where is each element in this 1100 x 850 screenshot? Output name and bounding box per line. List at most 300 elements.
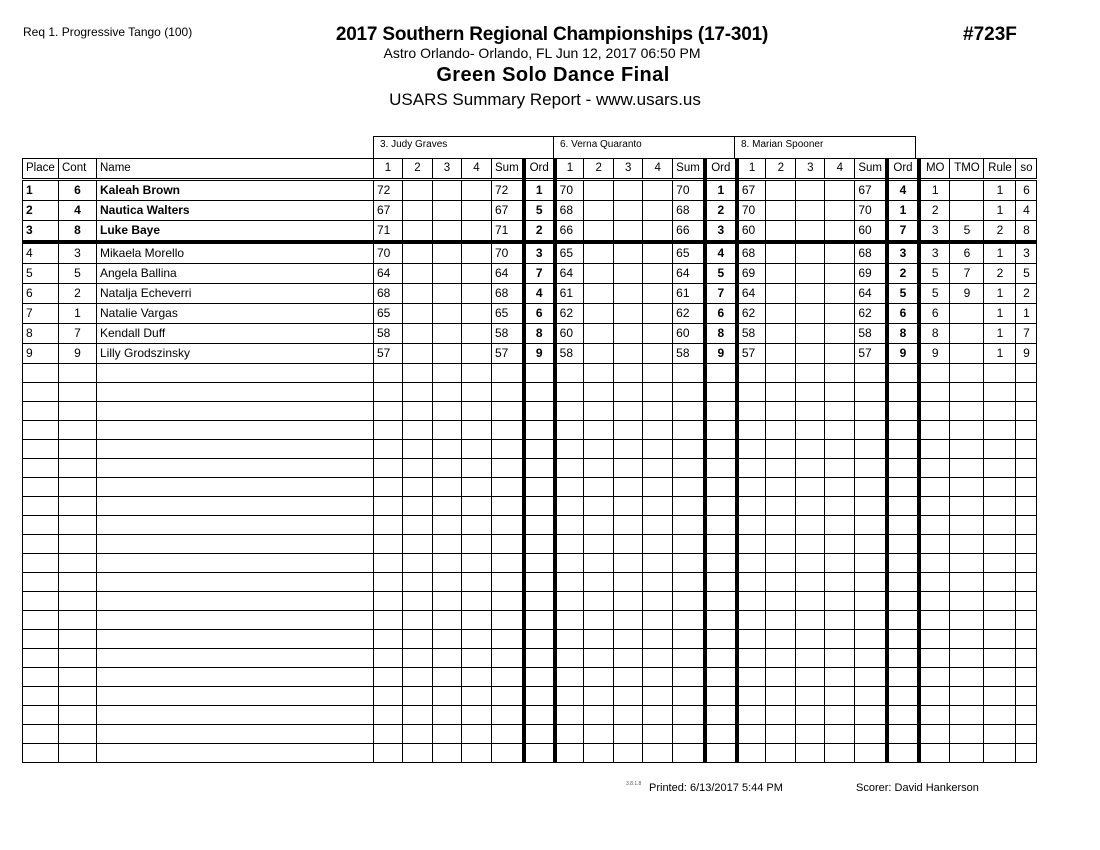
place-cell: 6 [23,284,59,304]
empty-cell [524,630,555,649]
report-title: USARS Summary Report - www.usars.us [389,90,701,109]
empty-cell [950,402,984,421]
empty-cell [984,383,1016,402]
empty-cell [673,687,705,706]
empty-cell [705,725,737,744]
empty-cell [584,687,614,706]
score-cell [403,221,433,243]
empty-cell [555,611,584,630]
place-cell: 3 [23,221,59,243]
score-cell [433,180,462,201]
segment-title: Green Solo Dance Final [436,64,670,86]
empty-cell [887,497,919,516]
empty-cell [555,478,584,497]
empty-cell [97,573,374,592]
empty-cell [950,497,984,516]
sum-cell: 68 [492,284,524,304]
empty-cell [614,497,643,516]
empty-cell [403,687,433,706]
empty-cell [374,497,403,516]
empty-cell [737,611,766,630]
empty-cell [492,592,524,611]
empty-cell [492,611,524,630]
rule-cell: 1 [984,242,1016,264]
ordinal-cell: 7 [524,264,555,284]
score-cell: 70 [555,180,584,201]
empty-cell [433,554,462,573]
empty-cell [855,649,887,668]
empty-cell [492,402,524,421]
empty-cell [984,478,1016,497]
empty-cell [737,687,766,706]
empty-cell [584,744,614,763]
empty-cell [984,573,1016,592]
empty-cell [59,535,97,554]
empty-cell [1016,725,1037,744]
empty-cell [614,421,643,440]
empty-cell [584,573,614,592]
sum-cell: 67 [492,201,524,221]
empty-cell [1016,649,1037,668]
score-cell [614,304,643,324]
empty-cell [984,668,1016,687]
empty-cell [462,706,492,725]
empty-cell [673,402,705,421]
empty-cell [825,459,855,478]
empty-row [23,687,1037,706]
score-cell [825,264,855,284]
empty-cell [59,725,97,744]
empty-cell [23,611,59,630]
empty-cell [950,687,984,706]
empty-cell [524,459,555,478]
empty-cell [492,364,524,383]
empty-cell [673,706,705,725]
empty-cell [555,516,584,535]
score-cell [403,264,433,284]
empty-cell [433,478,462,497]
empty-cell [462,573,492,592]
empty-cell [97,497,374,516]
empty-cell [374,706,403,725]
score-cell [614,242,643,264]
empty-cell [59,592,97,611]
empty-cell [555,668,584,687]
empty-cell [766,440,796,459]
empty-cell [462,440,492,459]
empty-cell [555,573,584,592]
empty-cell [950,459,984,478]
empty-cell [97,611,374,630]
empty-cell [673,611,705,630]
empty-cell [584,364,614,383]
col-header-rule: Rule [984,159,1016,180]
empty-cell [766,402,796,421]
score-cell [462,221,492,243]
empty-cell [614,687,643,706]
empty-cell [524,478,555,497]
score-cell [584,284,614,304]
empty-cell [984,725,1016,744]
score-cell [403,344,433,364]
empty-cell [97,535,374,554]
empty-cell [23,497,59,516]
empty-cell [59,516,97,535]
empty-cell [825,497,855,516]
empty-row [23,668,1037,687]
empty-cell [705,554,737,573]
empty-cell [1016,706,1037,725]
empty-cell [403,535,433,554]
cont-cell: 8 [59,221,97,243]
sum-cell: 70 [492,242,524,264]
empty-cell [887,706,919,725]
empty-cell [1016,592,1037,611]
empty-cell [855,497,887,516]
empty-cell [919,668,950,687]
score-cell [766,201,796,221]
empty-cell [1016,668,1037,687]
score-cell [766,324,796,344]
empty-cell [737,402,766,421]
empty-cell [97,649,374,668]
empty-cell [887,649,919,668]
empty-cell [97,421,374,440]
empty-cell [796,649,825,668]
empty-cell [950,535,984,554]
score-cell [584,221,614,243]
empty-cell [705,497,737,516]
empty-cell [919,478,950,497]
empty-cell [643,516,673,535]
score-cell [614,201,643,221]
name-cell: Angela Ballina [97,264,374,284]
empty-cell [374,478,403,497]
empty-cell [492,440,524,459]
empty-cell [59,383,97,402]
col-header-judge2-2: 3 [614,159,643,180]
empty-cell [855,364,887,383]
empty-row [23,402,1037,421]
score-cell [614,264,643,284]
empty-cell [433,383,462,402]
empty-cell [796,535,825,554]
empty-cell [403,744,433,763]
tmo-cell [950,180,984,201]
ordinal-cell: 9 [887,344,919,364]
empty-cell [825,573,855,592]
empty-cell [584,402,614,421]
empty-cell [984,535,1016,554]
empty-cell [403,459,433,478]
empty-cell [584,725,614,744]
score-cell [796,242,825,264]
sum-cell: 64 [673,264,705,284]
empty-cell [524,706,555,725]
empty-cell [97,725,374,744]
empty-cell [643,592,673,611]
empty-cell [462,687,492,706]
empty-cell [524,497,555,516]
empty-cell [950,440,984,459]
score-cell [403,242,433,264]
empty-cell [23,573,59,592]
empty-cell [433,725,462,744]
table-row [23,304,1037,324]
empty-cell [855,535,887,554]
empty-cell [984,687,1016,706]
empty-cell [374,421,403,440]
empty-cell [643,611,673,630]
empty-cell [97,402,374,421]
empty-cell [887,535,919,554]
empty-cell [374,402,403,421]
empty-cell [462,668,492,687]
empty-cell [524,402,555,421]
empty-cell [825,630,855,649]
place-cell: 7 [23,304,59,324]
score-cell [433,201,462,221]
ordinal-cell: 1 [705,180,737,201]
table-row [23,180,1037,201]
name-cell: Nautica Walters [97,201,374,221]
rule-cell: 2 [984,221,1016,243]
empty-cell [984,421,1016,440]
empty-cell [1016,630,1037,649]
empty-cell [737,459,766,478]
empty-cell [462,383,492,402]
empty-cell [737,535,766,554]
empty-cell [584,611,614,630]
empty-cell [403,630,433,649]
score-cell [462,201,492,221]
empty-cell [673,649,705,668]
empty-cell [643,402,673,421]
empty-cell [737,383,766,402]
col-header-judge3-5: Ord [887,159,919,180]
empty-cell [614,554,643,573]
mo-cell: 5 [919,264,950,284]
event-label: Req 1. Progressive Tango (100) [23,25,193,39]
empty-cell [584,383,614,402]
empty-cell [59,478,97,497]
score-cell [766,221,796,243]
empty-cell [555,497,584,516]
empty-cell [705,630,737,649]
empty-cell [825,478,855,497]
empty-cell [887,364,919,383]
empty-cell [403,421,433,440]
score-cell: 68 [737,242,766,264]
score-cell [825,324,855,344]
score-cell [766,344,796,364]
empty-cell [919,554,950,573]
name-cell: Kaleah Brown [97,180,374,201]
score-cell: 64 [555,264,584,284]
empty-cell [1016,611,1037,630]
col-header-judge3-3: 4 [825,159,855,180]
empty-cell [919,459,950,478]
score-cell [825,221,855,243]
empty-cell [887,630,919,649]
score-cell [403,304,433,324]
score-cell [584,344,614,364]
empty-cell [433,687,462,706]
empty-cell [555,744,584,763]
empty-cell [796,744,825,763]
score-cell [433,264,462,284]
col-header-judge3-4: Sum [855,159,887,180]
empty-cell [766,516,796,535]
judge-header-2: 6. Verna Quaranto [553,136,735,158]
empty-row [23,554,1037,573]
ordinal-cell: 4 [705,242,737,264]
sum-cell: 57 [855,344,887,364]
empty-cell [403,364,433,383]
empty-cell [643,668,673,687]
empty-cell [919,611,950,630]
empty-cell [614,592,643,611]
empty-cell [59,402,97,421]
empty-cell [403,497,433,516]
score-cell: 65 [555,242,584,264]
score-cell: 61 [555,284,584,304]
empty-cell [433,497,462,516]
empty-cell [855,611,887,630]
empty-cell [555,649,584,668]
empty-cell [1016,459,1037,478]
col-header-judge2-1: 2 [584,159,614,180]
so-cell: 3 [1016,242,1037,264]
venue-datetime: Astro Orlando- Orlando, FL Jun 12, 2017 06:50 PM [383,45,701,61]
empty-cell [492,706,524,725]
empty-cell [796,592,825,611]
empty-cell [825,687,855,706]
sum-cell: 58 [673,344,705,364]
empty-cell [673,554,705,573]
empty-cell [855,687,887,706]
empty-cell [97,744,374,763]
empty-cell [23,478,59,497]
empty-cell [796,725,825,744]
empty-cell [919,687,950,706]
empty-cell [614,459,643,478]
empty-cell [462,611,492,630]
place-cell: 8 [23,324,59,344]
empty-cell [919,744,950,763]
empty-cell [374,554,403,573]
tmo-cell [950,344,984,364]
empty-cell [919,630,950,649]
empty-cell [403,402,433,421]
empty-cell [643,478,673,497]
empty-cell [97,630,374,649]
empty-cell [403,725,433,744]
empty-cell [492,744,524,763]
empty-cell [766,592,796,611]
empty-cell [492,478,524,497]
empty-cell [673,459,705,478]
empty-row [23,592,1037,611]
empty-cell [97,516,374,535]
empty-cell [555,440,584,459]
empty-cell [887,440,919,459]
empty-cell [524,592,555,611]
empty-cell [492,421,524,440]
empty-cell [737,440,766,459]
tmo-cell [950,201,984,221]
empty-cell [737,706,766,725]
tmo-cell [950,324,984,344]
empty-cell [433,573,462,592]
empty-cell [614,535,643,554]
empty-cell [97,440,374,459]
empty-cell [462,630,492,649]
empty-cell [796,611,825,630]
empty-cell [462,497,492,516]
empty-cell [984,497,1016,516]
score-cell [643,324,673,344]
rule-cell: 1 [984,324,1016,344]
empty-cell [737,573,766,592]
empty-cell [59,687,97,706]
mo-cell: 3 [919,221,950,243]
score-cell: 62 [737,304,766,324]
empty-cell [825,440,855,459]
empty-cell [1016,364,1037,383]
mo-cell: 5 [919,284,950,304]
empty-cell [796,383,825,402]
empty-cell [825,725,855,744]
empty-cell [23,459,59,478]
sum-cell: 65 [492,304,524,324]
empty-cell [766,554,796,573]
empty-cell [433,459,462,478]
empty-cell [766,497,796,516]
empty-cell [950,630,984,649]
empty-cell [555,364,584,383]
score-cell: 62 [555,304,584,324]
empty-cell [614,383,643,402]
empty-cell [766,649,796,668]
empty-cell [403,649,433,668]
empty-cell [23,402,59,421]
empty-cell [433,630,462,649]
empty-cell [492,725,524,744]
empty-cell [433,706,462,725]
empty-cell [673,630,705,649]
empty-cell [950,554,984,573]
sum-cell: 60 [673,324,705,344]
empty-cell [737,364,766,383]
empty-cell [673,535,705,554]
empty-cell [887,668,919,687]
empty-cell [855,516,887,535]
page-title: 2017 Southern Regional Championships (17-301) [335,24,769,45]
empty-cell [374,383,403,402]
score-cell [796,344,825,364]
empty-cell [403,611,433,630]
name-cell: Natalja Echeverri [97,284,374,304]
mo-cell: 8 [919,324,950,344]
table-row [23,324,1037,344]
empty-cell [737,421,766,440]
score-cell [643,304,673,324]
empty-cell [855,402,887,421]
empty-cell [643,364,673,383]
col-header-judge2-3: 4 [643,159,673,180]
col-header-name: Name [97,159,374,180]
